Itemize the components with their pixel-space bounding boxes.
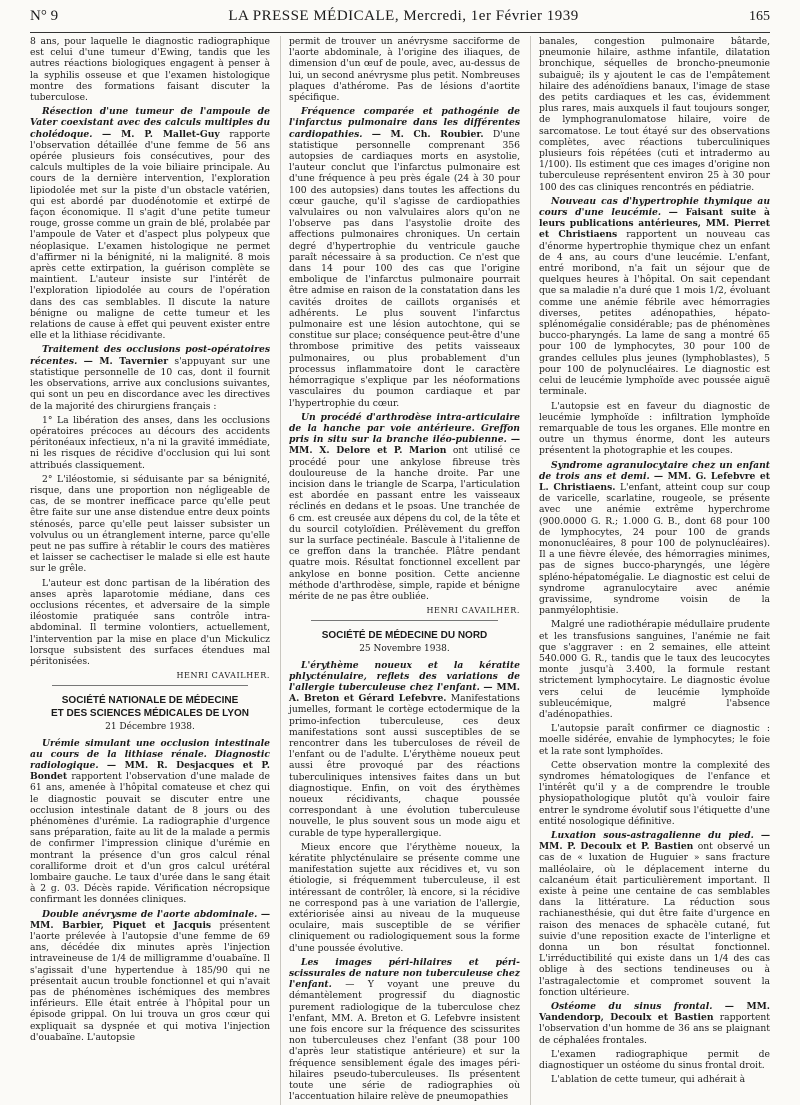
abstract-title: Double anévrysme de l'aorte abdominale. (42, 908, 258, 920)
abstract-title: L'érythème noueux et la kératite phlycténulaire, reflets des variations de l'allergie tuberculeuse chez l'enfant. (289, 659, 520, 693)
abstract-title: Un procédé d'arthrodèse intra-articulaire de la hanche par voie antérieure. Greffon pris in situ sur la branche iléo-pubienne. (289, 411, 520, 446)
abstract-author: — MM. X. Delore et P. Marion (289, 434, 521, 457)
abstract-text: présentent l'aorte prélevée à l'autopsie d'une femme de 69 ans, décédée dix minutes après l'injection intraveineuse de 1/4 de milligramme d'ouabaïne. Il s'agissait d'une hypertendue à 185/90 qui ne présentait aucun trouble fonctionnel et qui n'avait pas de phénomènes ischémiques des membres inférieurs. Elle était entrée à l'hôpital pour un épisode grippal. On lui trouva un gros cœur qui expliquait sa dyspnée et qui motiva l'injection d'ouabaïne. L'autopsie (30, 919, 270, 1043)
paragraph: Mieux encore que l'érythème noueux, la kératite phlycténulaire se présente comme une manifestation sujette aux récidives et, vu son étiologie, si fréquemment tuberculeuse, il est intéressant de contrôler, là encore, si la récidive ne correspond pas à une variation de l'allergie, extériorisée ainsi au niveau de la muqueuse oculaire, mais susceptible de se vérifier cliniquement ou radiologiquement sous la forme d'une poussée évolutive. (289, 841, 520, 954)
society-heading (30, 694, 270, 720)
abstract (539, 460, 770, 617)
paragraph: 2° L'iléostomie, si séduisante par sa bénignité, risque, dans une proportion non négligeable de cas, de se montrer inefficace parce qu'elle peut être faite sur une anse distendue entre deux points sténosés, parce qu'elle peut laisser subsister un volvulus ou un étranglement interne, parce qu'elle peut ne pas suffire à rétablir le cours des matières et laisser se cachectiser le malade si elle est haute sur le grêle. (30, 473, 270, 575)
article-columns (30, 36, 771, 1103)
abstract-text: — Y voyant une preuve du démantèlement progressif du diagnostic purement radiologique de la tuberculose chez l'enfant, MM. A. Breton et G. Lefebvre insistent une fois encore sur la fréquence des scissurites non tuberculeuses chez l'enfant (38 pour 100 d'après leur statistique antérieure) et sur la fréquence sensiblement égale des images péri-hilaires pseudo-tuberculeuses. Ils présentent toute une série de radiographies où l'accentuation hilaire relève de pneumopathies (289, 979, 521, 1103)
abstract (539, 830, 770, 998)
abstract-text: s'appuyant sur une statistique personnelle de 10 cas, dont il fournit les observations, arrive aux conclusions suivantes, qui sont un peu en discordance avec les directives de la majorité des chirurgiens français : (30, 355, 271, 412)
abstract (539, 196, 770, 398)
abstract-text: rapportent l'observation d'une malade de 61 ans, amenée à l'hôpital comateuse et chez qui le diagnostic pouvait se discuter entre une occlusion intestinale datant de 8 jours ou des phénomènes d'urémie. La radiographie d'urgence sans préparation, faite au lit de la malade a permis de confirmer l'impression clinique d'urémie en montrant la présence d'un gros calcul rénal coralliforme droit et d'un gros calcul urétéral lombaire gauche. Le taux d'urée dans le sang était à 2 g. 03. Décès rapide. Vérification nécropsique confirmant les données cliniques. (30, 771, 270, 906)
abstract (539, 1001, 770, 1046)
abstract-title: Ostéome du sinus frontal. (551, 1001, 713, 1013)
paragraph: permit de trouver un anévrysme sacciforme de l'aorte abdominale, à l'origine des iliaques, de dimension d'un œuf de poule, avec, au-dessus de lui, un second anévrysme plus petit. Nombreuses plaques d'athérome. Pas de lésions d'aortite spécifique. (289, 36, 520, 104)
abstract (289, 412, 520, 602)
abstract-text: D'une statistique personnelle comprenant 356 autopsies de cardiaques morts en asystolie, l'auteur conclut que l'infarctus pulmonaire est d'une fréquence à peu près égale (24 à 30 pour 100 des autopsies) dans toutes les affections du cœur gauche, qu'il s'agisse de cardiopathies valvulaires ou non valvulaires alors qu'on ne l'observe pas dans l'asystolie droite des affections pulmonaires chroniques. Un certain degré d'hypertrophie du ventricule gauche paraît nécessaire à sa production. Ce n'est que dans 14 pour 100 des cas que l'origine embolique de l'infarctus pulmonaire pourrait être admise en raison de la constatation dans les cavités droites de caillots organisés et adhérents. Le plus souvent l'infarctus pulmonaire est une lésion autochtone, qui se constitue sur place; conséquence peut-être d'une thrombose primitive des petits vaisseaux pulmonaires, ou plus probablement d'un processus inflammatoire dont le caractère hémorragique s'explique par les néoformations vasculaires du poumon cardiaque et par l'hypertrophie du cœur. (289, 128, 520, 409)
session-date: 25 Novembre 1938. (359, 644, 450, 655)
abstract-title: Luxation sous-astragalienne du pied. (551, 830, 754, 842)
abstract-text: rapportent l'observation d'un homme de 36 ans se plaignant de céphalées frontales. (539, 1012, 770, 1046)
abstract-text: ont observé un cas de « luxation de Huguier » sans fracture malléolaire, où le déplacement interne du calcanéum était particulièrement important. Il existe à peine une centaine de cas semblables dans la littérature. La réduction sous rachianesthésie, qui dut être faite d'urgence en raison des menaces de sphacèle cutané, fut suivie d'une reposition exacte de l'interligne et donna un bon résultat fonctionnel. L'irréductibilité qui existe dans un 1/4 des cas oblige à des sections tendineuses ou à l'astragalectomie et compromet souvent la fonction ultérieure. (539, 841, 771, 998)
society-heading: SOCIÉTÉ DE MÉDECINE DU NORD (321, 630, 488, 642)
abstract-title: Nouveau cas d'hypertrophie thymique au cours d'une leucémie. (539, 195, 770, 219)
paragraph: banales, congestion pulmonaire bâtarde, pneumonie hilaire, asthme infantile, dilatation bronchique, séquelles de broncho-pneumonie subaiguë; ils y ajoutent le cas de l'empâtement hilaire des adénoïdiens banaux, l'image de stase des petits cardiaques et les cas, évidemment plus rares, mais auxquels il faut toujours songer, de lymphogranulomatose hilaire, voire de sarcomatose. Le tout étayé sur des observations complètes, avec réactions tuberculiniques plusieurs fois répétées (cuti et intradermo au 1/100). Ils estiment que ces images d'origine non tuberculeuse représentent environ 25 à 30 pour 100 des cas cliniques rencontrés en pédiatrie. (539, 36, 770, 193)
abstract-author: — M. P. Mallet-Guy (102, 128, 220, 140)
abstract-title: Fréquence comparée et pathogénie de l'infarctus pulmonaire dans les différentes cardiopathies. (289, 106, 520, 140)
signature: HENRI CAVAILHER. (176, 671, 270, 681)
paragraph: 8 ans, pour laquelle le diagnostic radiographique est celui d'une tumeur d'Ewing, tandis que les autres réactions biologiques engagent à penser à la syphilis osseuse et que l'examen histologique montre des formations faisant discuter la tuberculose. (30, 36, 270, 104)
divider (52, 685, 248, 686)
abstract-author: — Faisant suite à leurs publications antérieures, MM. Pierret et Christiaens (539, 207, 771, 241)
page-number: 165 (748, 9, 770, 24)
paragraph: Cette observation montre la complexité des syndromes hématologiques de l'enfance et l'intérêt qu'il y a de comprendre le trouble physiopathologique plutôt qu'à vouloir faire entrer le syndrome évolutif sous l'étiquette d'une entité nosologique définitive. (539, 759, 770, 827)
abstract-text: ont utilisé ce procédé pour une ankylose fibreuse très douloureuse de la hanche droite. Par une incision dans le triangle de Scarpa, l'articulation est abordée en passant entre les vaisseaux réclinés en dedans et le psoas. Une tranchée de 6 cm. est creusée aux dépens du col, de la tête et du sourcil cotyloïdien. Prélèvement du greffon sur la surface pectinéale. Bascule à l'italienne de ce greffon dans la tranchée. Plâtre pendant quatre mois. Résultat fonctionnel excellent par ankylose en bonne position. Cette ancienne méthode d'arthrodèse, simple, rapide et bénigne mérite de ne pas être oubliée. (289, 445, 521, 602)
column-left (30, 36, 270, 1105)
abstract (289, 957, 520, 1103)
abstract-title: Urémie simulant une occlusion intestinale au cours de la lithiase rénale. Diagnostic radiologique. (30, 737, 270, 771)
abstract-author: — MM. A. Breton et Gérard Lefebvre. (289, 681, 520, 705)
abstract-author: — MM. P. Decoulx et P. Bastien (539, 830, 771, 853)
abstract (30, 106, 270, 341)
paragraph: 1° La libération des anses, dans les occlusions opératoires précoces au décours des accidents péritonéaux infectieux, n'a ni la gravité immédiate, ni les risques de récidive d'occlusion qui lui sont attribués classiquement. (30, 414, 270, 471)
abstract (289, 106, 520, 408)
abstract-author: — MM. G. Lefebvre et L. Christiaens. (539, 470, 770, 493)
column-right (530, 36, 770, 1105)
signature: HENRI CAVAILHER. (426, 606, 520, 616)
abstract (289, 660, 520, 839)
abstract-title: Syndrome agranulocytaire chez un enfant de trois ans et demi. (539, 459, 770, 482)
paragraph: L'ablation de cette tumeur, qui adhérait à (551, 1074, 746, 1086)
abstract-text: L'enfant, atteint coup sur coup de varicelle, scarlatine, rougeole, se présente avec une anémie extrême hyperchrome (900.0000 G. R.; 1.000 G. B., dont 68 pour 100 de lymphocytes, 24 pour 100 de grands mononucléaires, 8 pour 100 de polynucléaires). Il a une fièvre élevée, des hémorragies minimes, pas de signes bucco-pharyngés, une légère spléno-hépatomégalie. Le diagnostic est celui de syndrome agranulocytaire avec anémie gravissime, syndrome voisin de la panmyélophtisie. (539, 481, 771, 617)
abstract-author: — MM. R. Desjacques et P. Bondet (30, 759, 270, 783)
abstract-title: Les images péri-hilaires et péri-scissurales de nature non tuberculeuse chez l'enfant. (289, 956, 520, 991)
abstract-text: rapportent un nouveau cas d'énorme hypertrophie thymique chez un enfant de 4 ans, au cours d'une leucémie. L'enfant, entré moribond, n'a fait un séjour que de quelques heures à l'hôpital. On sait cependant que sa maladie n'a duré que 1 mois 1/2, évoluant comme une anémie fébrile avec hémorragies diverses, petites adénopathies, hépato-splénomégalie considérable; pas de phénomènes bucco-pharyngés. La lame de sang a montré 65 pour 100 de lymphocytes, 30 pour 100 de grandes cellules plus jeunes (lymphoblastes), 5 pour 100 de polynucléaires. Le diagnostic est celui de leucémie lymphoïde avec poussée aiguë terminale. (539, 229, 771, 398)
society-heading-line: ET DES SCIENCES MÉDICALES DE LYON (51, 708, 249, 720)
abstract-title: Traitement des occlusions post-opératoires récentes. (30, 344, 270, 367)
page-header (30, 8, 770, 33)
paragraph: Malgré une radiothérapie médullaire prudente et les transfusions sanguines, l'anémie ne fait que s'aggraver : en 2 semaines, elle atteint 540.000 G. R., tandis que le taux des leucocytes monte jusqu'à 3.400, la formule restant strictement lymphocytaire. Le diagnostic évolue vers celui de leucémie lymphoïde subleucémique, malgré l'absence d'adénopathies. (539, 619, 770, 720)
abstract-author: — MM. Barbier, Piquet et Jacquis (30, 908, 270, 931)
paragraph: L'auteur est donc partisan de la libération des anses après laparotomie médiane, dans ces occlusions récentes, et adversaire de la simple iléostomie pratiquée sans contrôle intra-abdominal. Il termine volontiers, actuellement, l'intervention par la mise en place d'un Mickulicz lorsque subsistent des surfaces étendues mal péritonisées. (30, 577, 270, 667)
paragraph: L'autopsie est en faveur du diagnostic de leucémie lymphoïde : infiltration lymphoïde remarquable de tous les organes. Elle montre en outre un thymus énorme, dont les auteurs présentent la photographie et les coupes. (539, 400, 770, 457)
journal-title: LA PRESSE MÉDICALE, Mercredi, 1er Février 1939 (228, 8, 579, 24)
abstract (30, 344, 270, 411)
abstract-text: rapporte l'observation détaillée d'une femme de 56 ans opérée plusieurs fois consécutives, pour des calculs multiples de la voie biliaire principale. Au cours de la dernière intervention, l'exploration lipiodolée met sur la piste d'un obstacle vatérien, qui est abordé par duodénotomie et extirpé de façon économique. Il s'agit d'une petite tumeur rouge, grosse comme un grain de blé, prolabée par l'ampoule de Vater et d'aspect plus polypeux que néoplasique. L'examen histologique ne permet d'affirmer ni la bénignité, ni la malignité. 8 mois après cette extirpation, la guérison complète se maintient. L'auteur insiste sur l'intérêt de l'exploration lipiodolée au cours de l'opération dans des cas semblables. Il discute la nature bénigne ou maligne de cette tumeur et les relations de cause à effet qui peuvent exister entre elle et la lithiase récidivante. (30, 128, 271, 342)
abstract-title: Résection d'une tumeur de l'ampoule de Vater coexistant avec des calculs multiples du cholédoque. (30, 106, 270, 140)
issue-number: N° 9 (30, 8, 59, 24)
abstract (30, 738, 270, 906)
abstract-text: Manifestations jumelles, formant le cortège ectodermique de la primo-infection tuberculeuse, ces deux manifestations sont aussi susceptibles de se rencontrer dans les tuberculoses de réveil de l'enfant ou de l'adulte. L'érythème noueux peut aussi être provoqué par des réactions tuberculiniques intensives faites dans un but diagnostique. Enfin, on voit des érythèmes noueux récidivants, chaque poussée correspondant à une évolution tuberculeuse nouvelle, le plus souvent sous un mode aigu et curable de type hyperallergique. (289, 693, 521, 839)
divider (311, 620, 498, 621)
abstract-author: — M. Tavernier (83, 355, 169, 367)
column-middle (280, 36, 520, 1105)
abstract (30, 909, 270, 1043)
paragraph: L'autopsie paraît confirmer ce diagnostic : moelle sidérée, envahie de lymphocytes; le foie et la rate sont lymphoïdes. (539, 723, 770, 757)
society-heading-line: SOCIÉTÉ NATIONALE DE MÉDECINE (61, 695, 239, 707)
paragraph: L'examen radiographique permit de diagnostiquer un ostéome du sinus frontal droit. (539, 1048, 770, 1072)
abstract-author: — M. Ch. Roubier. (371, 128, 484, 140)
session-date: 21 Décembre 1938. (105, 722, 195, 733)
abstract-author: — MM. Vandendorp, Decoulx et Bastien (539, 1001, 770, 1024)
